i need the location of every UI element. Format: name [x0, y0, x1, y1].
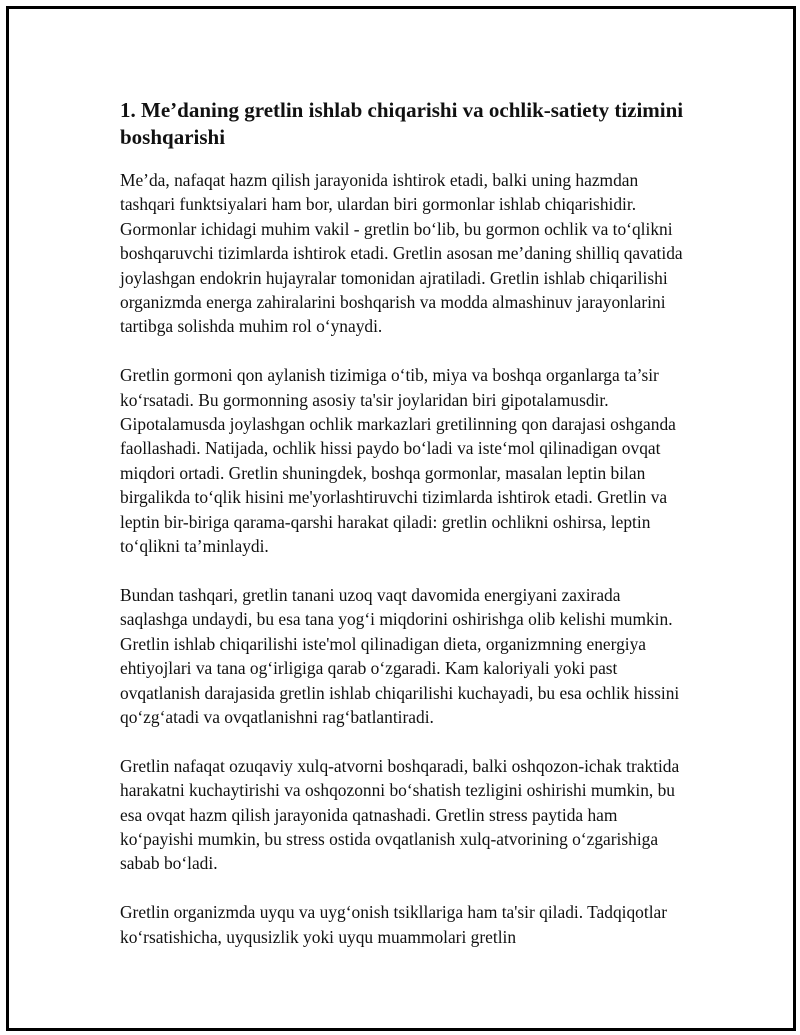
- document-body: [120, 97, 690, 949]
- paragraph-1: Me’da, nafaqat hazm qilish jarayonida ishtirok etadi, balki uning hazmdan tashqari funktsiyalari ham bor, ulardan biri gormonlar ishlab chiqarishidir. Gormonlar ichidagi muhim vakil - gretlin bo‘lib, bu gormon ochlik va to‘qlikni boshqaruvchi tizimlarda ishtirok etadi. Gretlin asosan me’daning shilliq qavatida joylashgan endokrin hujayralar tomonidan ajratiladi. Gretlin ishlab chiqarilishi organizmda energa zahiralarini boshqarish va modda almashinuv jarayonlarini tartibga solishda muhim rol o‘ynaydi.: [120, 170, 683, 337]
- paragraph-4: Gretlin nafaqat ozuqaviy xulq-atvorni boshqaradi, balki oshqozon-ichak traktida harakatni kuchaytirishi va oshqozonni bo‘shatish tezligini oshirishi mumkin, bu esa ovqat hazm qilish jarayonida qatnashadi. Gretlin stress paytida ham ko‘payishi mumkin, bu stress ostida ovqatlanish xulq-atvorining o‘zgarishiga sabab bo‘ladi.: [120, 755, 680, 874]
- page-frame: [6, 6, 796, 1031]
- paragraph-5: Gretlin organizmda uyqu va uyg‘onish tsikllariga ham ta'sir qiladi. Tadqiqotlar ko‘rsatishicha, uyqusizlik yoki uyqu muammolari gretlin: [120, 902, 668, 947]
- section-heading: 1. Me’daning gretlin ishlab chiqarishi va ochlik-satiety tizimini boshqarishi: [120, 98, 684, 149]
- paragraph-3: Bundan tashqari, gretlin tanani uzoq vaqt davomida energiyani zaxirada saqlashga undaydi, bu esa tana yog‘i miqdorini oshirishga olib kelishi mumkin. Gretlin ishlab chiqarilishi iste'mol qilinadigan dieta, organizmning energiya ehtiyojlari va tana og‘irligiga qarab o‘zgaradi. Kam kaloriyali yoki past ovqatlanish darajasida gretlin ishlab chiqarilishi kuchayadi, bu esa ochlik hissini qo‘zg‘atadi va ovqatlanishni rag‘batlantiradi.: [120, 584, 680, 727]
- paragraph-2: Gretlin gormoni qon aylanish tizimiga o‘tib, miya va boshqa organlarga ta’sir ko‘rsatadi. Bu gormonning asosiy ta'sir joylaridan biri gipotalamusdir. Gipotalamusda joylashgan ochlik markazlari gretilinning qon darajasi oshganda faollashadi. Natijada, ochlik hissi paydo bo‘ladi va iste‘mol qilinadigan ovqat miqdori ortadi. Gretlin shuningdek, boshqa gormonlar, masalan leptin bilan birgalikda to‘qlik hisini me'yorlashtiruvchi tizimlarda ishtirok etadi. Gretlin va leptin bir-biriga qarama-qarshi harakat qiladi: gretlin ochlikni oshirsa, leptin to‘qlikni ta’minlaydi.: [120, 365, 676, 557]
